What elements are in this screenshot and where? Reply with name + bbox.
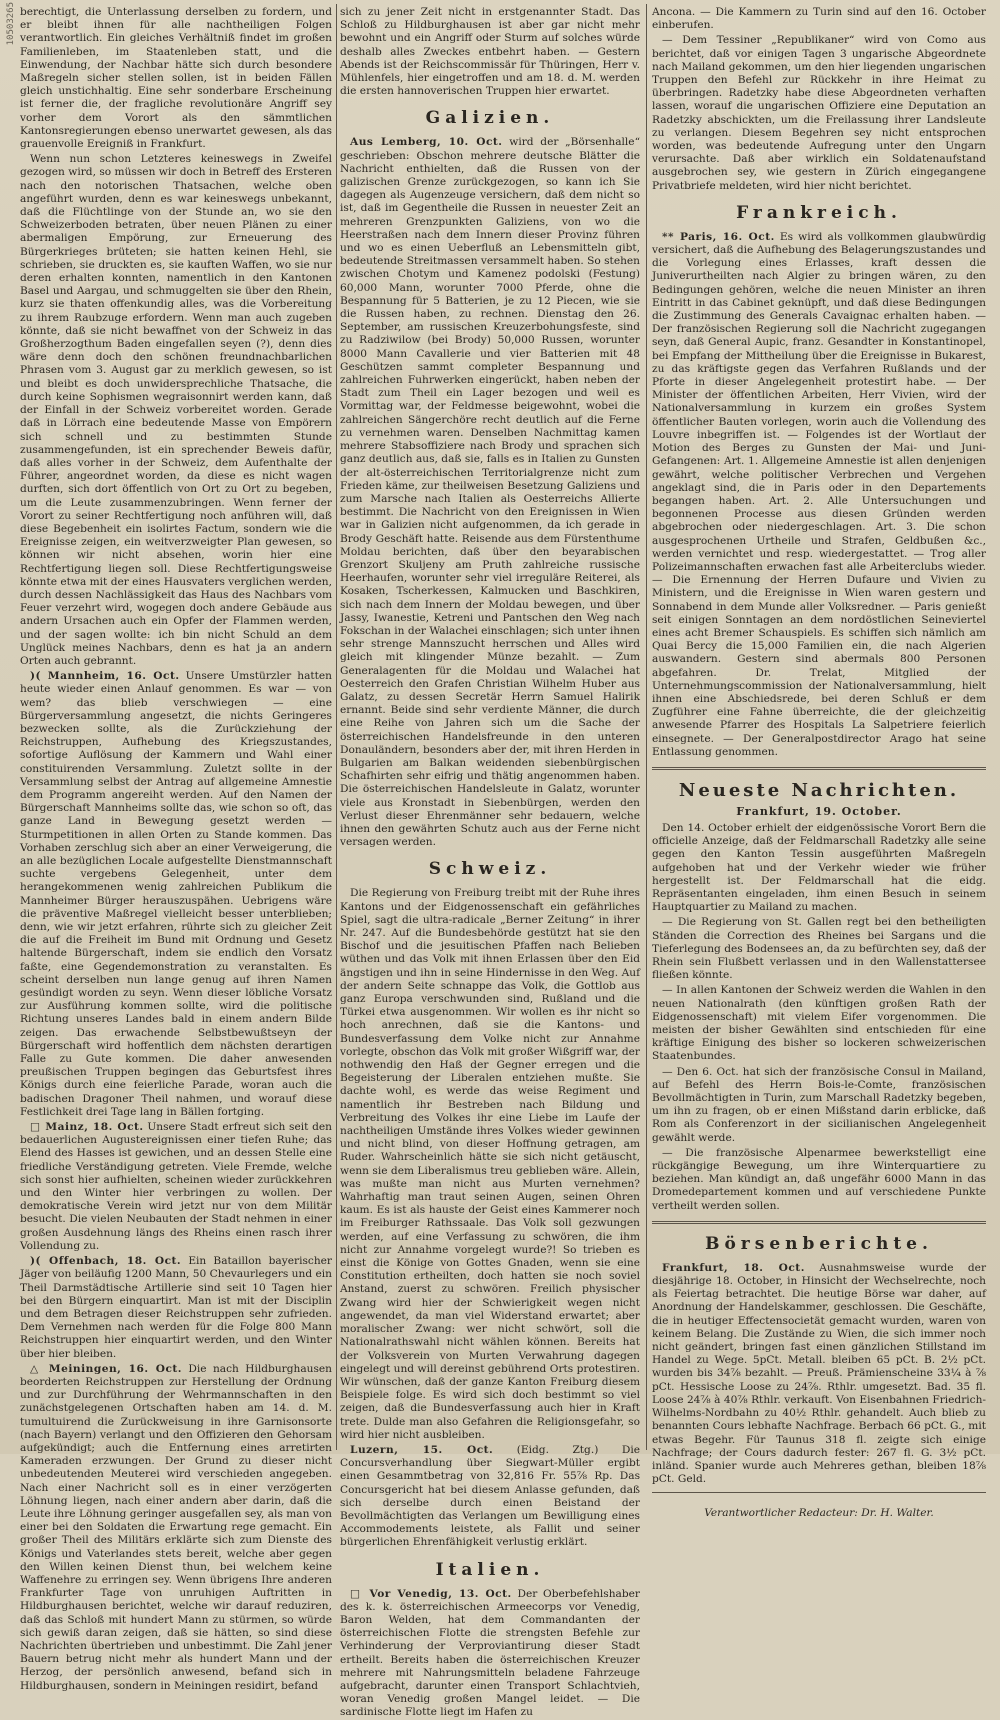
- article-alpenarmee: — Die französische Alpenarmee bewerkstelligt eine rückgängige Bewegung, um ihre Winterquartiere zu beziehen. Man kündigt an, daß ungefähr 6000 Mann in das Dromedepartement kommen und auf verschiedene Punkte vertheilt werden sollen.: [652, 1146, 986, 1212]
- column-rule-1: [336, 4, 337, 1450]
- article-text: Unsere Stadt erfreut sich seit den bedauerlichen Augustereignissen einer tiefen Ruhe; das Elend des Hasses ist gewichen, und an dessen Stelle eine friedliche Verständigung getreten. Viele Fremde, welche sich sonst hier aufhielten, scheinen wieder zurückkehren und den Winter hier verbringen zu wollen. Der demokratische Verein wird jetzt nur von dem Militär besucht. Die vielen Neubauten der Stadt nehmen in einer großen Ausdehnung längs des Rheins einen rasch ihrer Vollendung zu.: [20, 1121, 332, 1252]
- article-boerse: [652, 1262, 986, 1486]
- article-text: Der Oberbefehlshaber des k. k. österreichischen Armeecorps vor Venedig, Baron Welden, hat dem Commandanten der österreichischen Flotte die strengsten Befehle zur Verhinderung der Verproviantirung dieser Stadt ertheilt. Bereits haben die österreichischen Kreuzer mehrere mit Nahrungsmitteln beladene Fahrzeuge aufgebracht, darunter einen Transport Schlachtvieh, woran Venedig großen Mangel leidet. — Die sardinische Flotte liegt im Hafen zu: [340, 1587, 640, 1719]
- article-continuation: sich zu jener Zeit nicht in erstgenannter Stadt. Das Schloß zu Hildburghausen ist aber gar nicht mehr bewohnt und ein Angriff oder Sturm auf solches würde deshalb alles Zweckes entbehrt haben. — Gestern Abends ist der Reichscommissär für Thüringen, Herr v. Mühlenfels, hier eingetroffen und am 18. d. M. werden die ersten hannoverischen Truppen hier erwartet.: [340, 6, 640, 98]
- footer-divider: [652, 1492, 986, 1493]
- article-paris: [652, 231, 986, 759]
- section-heading-galizien: Galizien.: [425, 108, 555, 129]
- article-como: — Dem Tessiner „Republikaner“ wird von Como aus berichtet, daß vor einigen Tagen 3 ungarische Abgeordnete nach Mailand gekommen, um den hier liegenden ungarischen Truppen den Befehl zur Rückkehr in ihre Heimat zu überbringen. Radetzky habe diese Abgeordneten verhaften lassen, worauf die ungarischen Offiziere eine Deputation an Radetzky abschickten, um die Freilassung ihrer Landsleute zu verlangen. Diesem Begehren sey nicht entsprochen worden, was bedeutende Aufregung unter den Ungarn verursachte. Daß aber wirklich ein Soldatenaufstand ausgebrochen sey, wie gestern in Zürich eingegangene Privatbriefe meldeten, wird hier nicht berichtet.: [652, 34, 986, 192]
- section-heading-italien: Italien.: [435, 1559, 545, 1580]
- article-meiningen: [20, 1363, 332, 1693]
- section-heading-boersenberichte: Börsenberichte.: [705, 1233, 933, 1254]
- article-mailand: — Den 6. Oct. hat sich der französische Consul in Mailand, auf Befehl des Herrn Bois-le-Comte, französischen Bevollmächtigten in Turin, zum Marschall Radetzky begeben, um ihn zu fragen, ob er einen Mißstand darin erblicke, daß Rom als Conferenzort in der sicilianischen Angelegenheit gewählt werde.: [652, 1065, 986, 1144]
- section-divider: [652, 767, 986, 770]
- article-mainz: [20, 1121, 332, 1253]
- article-text: Die nach Hildburghausen beorderten Reichstruppen zur Herstellung der Ordnung und zur Durchführung der Wehrmannschaften in den zunächstgelegenen Ortschaften haben am 14. d. M. tumultuirend die Zurückweisung in ihre Garnisonsorte (nach Bayern) verlangt und den Offizieren den Gehorsam aufgekündigt; auch die Entfernung eines arretirten Kameraden erzwungen. Der Grund zu dieser nicht unbedeutenden Meuterei wird verschieden angegeben. Nach einer Nachricht soll es in einer verzögerten Löhnung liegen, nach einer andern aber darin, daß die Leute ihre Löhnung geringer ausgefallen sey, als man von einer bei den Soldaten die Erwartung rege gemacht. Ein großer Theil des Militärs erklärte sich zum Dienste des Königs und Vaterlandes stets bereit, welche aber gegen den Willen keinen Dienst thun, bei welchem keine Waffenehre zu erringen sey. Wenn übrigens Ihre anderen Frankfurter Tage von unruhigen Auftritten in Hildburghausen berichtet, welche wir darauf reduziren, daß das Schloß mit hundert Mann zu stürmen, so würde sich gewiß daran zeigen, daß sie hätten, so sind diese Nachrichten übertrieben und unbestimmt. Die Zahl jener Bauern betrug nicht mehr als hundert Mann und der Herzog, der persönlich anwesend, befand sich in Hildburghausen, sondern in Meiningen residirt, befand: [20, 1362, 332, 1692]
- section-heading-frankreich: Frankreich.: [736, 202, 902, 223]
- article-venedig: [340, 1588, 640, 1720]
- article-text: Ein Bataillon bayerischer Jäger von beiläufig 1200 Mann, 50 Chevaurlegers und ein Theil Darmstädtische Artillerie sind seit 10 Tagen hier bei den Bürgern einquartirt. Man ist mit der Disciplin und dem Betragen dieser Reichstruppen sehr zufrieden. Dem Vernehmen nach werden für die Folge 800 Mann Reichstruppen hier einquartirt werden, und den Winter über hier bleiben.: [20, 1255, 332, 1360]
- dateline: )( Offenbach, 18. Oct.: [30, 1255, 182, 1268]
- section-divider: [652, 1221, 986, 1224]
- archive-stamp: 10503265: [6, 2, 16, 46]
- article-nationalrath: — In allen Kantonen der Schweiz werden die Wahlen in den neuen Nationalrath (den künftigen großen Rath der Eidgenossenschaft) mit vielem Eifer vorgenommen. Die meisten der bisher Gewählten sind entschieden für eine kräftige Einigung des bisher so lockeren schweizerischen Staatenbundes.: [652, 984, 986, 1063]
- column-2: [340, 6, 640, 1719]
- dateline: Luzern, 15. Oct.: [350, 1443, 494, 1456]
- article-continuation: Ancona. — Die Kammern zu Turin sind auf den 16. October einberufen.: [652, 6, 986, 32]
- dateline: )( Mannheim, 16. Oct.: [30, 670, 180, 683]
- article-lemberg: [340, 136, 640, 849]
- dateline: □ Mainz, 18. Oct.: [30, 1121, 144, 1134]
- article-text: Es wird als vollkommen glaubwürdig versichert, daß die Aufhebung des Belagerungszustandes und die Vorlegung eines Erlasses, kraft dessen die Juniverurtheilten nach Algier zu bringen wären, zu den Bedingungen gehören, welche die neuen Minister an ihren Eintritt in das Cabinet geknüpft, und daß diese Bedingungen die Zustimmung des Generals Cavaignac erhalten haben. — Der französischen Regierung soll die Nachricht zugegangen seyn, daß General Aupic, franz. Gesandter in Konstantinopel, bei Empfang der Mittheilung über die Ereignisse in Bukarest, zu das kräftigste gegen das Verfahren Rußlands und der Pforte in dieser Angelegenheit protestirt habe. — Der Minister der öffentlichen Arbeiten, Herr Vivien, wird der Nationalversammlung in kurzem ein großes System öffentlicher Bauten vorlegen, worin auch die Vollendung des Louvre inbegriffen ist. — Folgendes ist der Wortlaut der Motion des Berges zu Gunsten der Mai- und Juni-Gefangenen: Art. 1. Allgemeine Amnestie ist allen denjenigen gewährt, welche politischer Verbrechen und Vergehen angeklagt sind, die in Paris oder in den Departements begangen haben. Art. 2. Alle Untersuchungen und begonnenen Processe aus diesen Gründen werden abgebrochen oder niedergeschlagen. Art. 3. Die schon ausgesprochenen Urtheile und Strafen, Geldbußen &c., werden vernichtet und resp. wiedergestattet. — Trog aller Polizeimannschaften erwachen fast alle Arbeiterclubs wieder. — Die Ernennung der Herren Dufaure und Vivien zu Ministern, und die Ereignisse in Wien waren gestern und Sonnabend in dem Munde aller Volksredner. — Paris genießt seit einigen Sonntagen an dem nordöstlichen Seineviertel eines acht Bremer Schauspiels. Es schiffen sich nämlich am Quai Bercy die 15,000 Familien ein, die nach Algerien auswandern. Gestern sind abermals 800 Personen abgefahren. Dr. Trelat, Mitglied der Unternehmungscommission der Nationalversammlung, hielt ihnen eine Abschiedsrede, bei deren Schluß er dem Zugführer eine Fahne überreichte, die der gleichzeitig anwesende Pfarrer des Hospitals La Salpetriere feierlich einsegnete. — Der Generalpostdirector Arago hat seine Entlassung genommen.: [652, 230, 986, 758]
- article-text: wird der „Börsenhalle“ geschrieben: Obschon mehrere deutsche Blätter die Nachricht enthielten, daß die Russen von der galizischen Grenze zurückgezogen, so kann ich Sie dagegen als Augenzeuge versichern, daß dem nicht so ist, daß im Gegentheile die Russen in neuester Zeit an mehreren Grenzpunkten Galiziens, von wo die Heerstraßen nach dem Innern dieser Provinz führen und wo es einen Ueberfluß an Lebensmitteln gibt, bedeutende Streitmassen versammelt haben. So stehen zwischen Chotym und Kamenez podolski (Festung) 60,000 Mann, worunter 7000 Pferde, ohne die Bespannung für 5 Batterien, je zu 12 Piecen, wie sie die Russen haben, zu rechnen. Dienstag den 26. September, am russischen Kreuzerbohungsfeste, sind zu Radziwilow (bei Brody) 50,000 Russen, worunter 8000 Mann Cavallerie und vier Batterien mit 48 Geschützen sammt completer Bespannung und zahlreichen Fuhrwerken eingerückt, haben neben der Stadt zum Theil ein Lager bezogen und weil es Vormittag war, der Feldmesse beigewohnt, wobei die zahlreichen Sängerchöre recht deutlich auf die Ferne zu vernehmen waren. Denselben Nachmittag kamen mehrere Stabsoffiziere nach Brody und sprachen sich ganz deutlich aus, daß sie, falls es in Italien zu Gunsten der alt-österreichischen Territorialgrenze nicht zum Frieden käme, zur theilweisen Besetzung Galiziens und zum Marsche nach Italien als Oesterreichs Allierte bestimmt. Die Nachricht von den Ereignissen in Wien war in Galizien nicht aufgenommen, da ich gerade in Brody Geschäft hatte. Reisende aus dem Fürstenthume Moldau berichten, daß über den beyarabischen Grenzort Skuljeny am Pruth zahlreiche russische Heerhaufen, worunter sehr viel irreguläre Reiterei, als Kosaken, Tscherkessen, Kalmucken und Baschkiren, sich nach dem Innern der Moldau bewegen, und über Jassy, Iwanestie, Ketreni und Pantschen den Weg nach Fokschan in der Walachei einschlagen; sich unter ihnen sehr strenge Mannszucht herrschen und Alles wird gleich mit klingender Münze bezahlt. — Zum Generalagenten für die Moldau und Walachei hat Oesterreich den Grafen Christian Wilhelm Huber aus Galatz, zu dessen Secretär Herrn Samuel Halirik ernannt. Beide sind sehr verdiente Männer, die durch eine Reihe von Jahren sich um die Sache der österreichischen Handelsfreunde in den unteren Donauländern, besonders aber der, mit ihren Herden in Bulgarien am Balkan weidenden siebenbürgischen Schafhirten sehr eifrig und thätig angenommen haben. Die österreichischen Handelsleute in Galatz, worunter viele aus Kronstadt in Siebenbürgen, werden den Verlust dieser Ehrenmänner sehr bedauern, welche ihnen den gewährten Schutz auch aus der Ferne nicht versagen werden.: [340, 136, 640, 849]
- dateline: Frankfurt, 18. Oct.: [662, 1261, 805, 1274]
- article-freiburg: Die Regierung von Freiburg treibt mit der Ruhe ihres Kantons und der Eidgenossenschaft ein gefährliches Spiel, sagt die ultra-radicale „Berner Zeitung“ in ihrer Nr. 247. Auf die Bundesbehörde gestützt hat sie den Bischof und die jesuitischen Pfaffen nach Belieben wüthen und das Volk mit ihnen Erlassen über den Eid ängstigen und ihn in seine Hindernisse in den Weg. Auf der andern Seite schnappe das Volk, die Gottlob aus ganz Europa verschwunden sind, Rußland und die Türkei etwa ausgenommen. Wir wollen es ihr nicht so hoch anrechnen, daß sie die Kantons- und Bundesverfassung dem Volke nicht zur Annahme vorlegte, obschon das Volk mit großer Wißgriff war, der nothwendig den Haß der Gegner erregen und die Begeisterung der Liberalen entziehen mußte. Sie dachte wohl, es werde das weise Regiment und namentlich ihr Bestreben nach Bildung und Verbreitung des Volkes ihr eine Liebe im Laufe der nachtheiligen Umstände ihres Volkes wieder gewinnen und nicht blind, von dieser Hoffnung getragen, am Ruder. Wahrscheinlich hätte sie sich nicht getäuscht, wenn sie dem Liberalismus treu geblieben wäre. Allein, was mußte man nicht aus Murten vernehmen? Wahrhaftig man traut seinen Augen, seinen Ohren kaum. Es ist als hauste der Geist eines Kammerer noch im Freiburger Rathssaale. Das Volk soll gezwungen werden, auf eine Verfassung zu schwören, die ihm nicht zur Annahme vorgelegt wurde?! So trieben es einst die Könige von Gottes Gnaden, wenn sie eine Constitution ertheilten, doch hatten sie noch soviel Anstand, zuerst zu schwören. Freilich physischer Zwang wird hier der Schwierigkeit wegen nicht angewendet, da man viel Widerstand erwartet; aber moralischer Zwang: wer nicht schwört, soll die Nationalrathswahl nicht wählen können. Bereits hat der Volksverein von Murten Verwahrung dagegen eingelegt und will dereinst gebührend Orts protestiren. Wir wünschen, daß der ganze Kanton Freiburg diesem Beispiele folge. Es wird sich doch bestimmt so viel zeigen, daß die Bundesverfassung auch hier in Kraft trete. Dulde man also Gefahren die Religionsgefahr, so wird hier nicht ausbleiben.: [340, 887, 640, 1441]
- section-date: Frankfurt, 19. October.: [736, 804, 902, 818]
- article-paragraph: Wenn nun schon Letzteres keineswegs in Zweifel gezogen wird, so müssen wir doch in Betreff des Ersteren nach den notorischen Thatsachen, welche oben angeführt wurden, denn es war keineswegs unbekannt, daß die Flüchtlinge von der Stunde an, wo sie den Schweizerboden betraten, über neuen Plänen zu einer abermaligen Empörung, zur Erneuerung des Bürgerkrieges brüteten; sie hatten keinen Hehl, sie schrieben, sie druckten es, sie kauften Waffen, wo sie nur deren erhalten konnten, namentlich in den Kantonen Basel und Aargau, und schmuggelten sie über den Rhein, kurz sie thaten offenkundig alles, was die Vorbereitung zu ihrem Raubzuge erfordern. Wenn man auch zugeben könnte, daß sie nicht bewaffnet von der Schweiz in das Großherzogthum Baden eingefallen seyen (?), denn dies wäre denn doch den schönen freundnachbarlichen Phrasen vom 3. August gar zu merklich gewesen, so ist und bleibt es doch unwidersprechliche Thatsache, die durch keine Sophismen wegraisonnirt werden kann, daß der Einfall in der Schweiz vorbereitet worden. Gerade daß in Lörrach eine bedeutende Masse von Empörern sich schnell und zu bestimmten Stunde zusammengefunden, ist ein sprechender Beweis dafür, daß alles vorher in der Schweiz, dem Aufenthalte der Führer, angeordnet worden, da diese es nicht wagen durften, sich dort öffentlich von Ort zu Ort zu begeben, um die Leute zusammenzubringen. Wenn ferner der Vorort zu seiner Rechtfertigung noch anführen will, daß diese Begebenheit ein isolirtes Factum, sondern wie die Ereignisse zeigen, ein weitverzweigter Plan gewesen, so können wir nicht absehen, worin hier eine Rechtfertigung liegen soll. Diese Rechtfertigungsweise könnte etwa mit der eines Hausvaters verglichen werden, durch dessen Nachlässigkeit das Haus des Nachbars vom Feuer verzehrt wird, wogegen doch andere Gebäude aus andern Ursachen auch ein Opfer der Flammen werden, und der sagen wollte: ich bin nicht Schuld an dem Unglück meines Nachbars, denn es hat ja an andern Orten auch gebrannt.: [20, 153, 332, 667]
- article-text: (Eidg. Ztg.) Die Concursverhandlung über Siegwart-Müller ergibt einen Gesammtbetrag von 32,816 Fr. 55⅞ Rp. Das Concursgericht hat bei diesem Anlasse gefunden, daß sich derselbe durch einen Beistand der Bevollmächtigten das Verlangen um Bewilligung eines Accommodements leistete, als Fallit und seiner bürgerlichen Ehrenfähigkeit verlustig erklärt.: [340, 1443, 640, 1549]
- dateline: □ Vor Venedig, 13. Oct.: [350, 1587, 512, 1600]
- responsible-editor: Verantwortlicher Redacteur: Dr. H. Walter.: [704, 1507, 934, 1520]
- article-luzern: [340, 1444, 640, 1550]
- article-bern: Den 14. October erhielt der eidgenössische Vorort Bern die officielle Anzeige, daß der Feldmarschall Radetzky alle seine gegen den Kanton Tessin ausgeführten Maßregeln aufgehoben hat und der Verkehr wieder wie früher hergestellt ist. Der Feldmarschall hat die eidg. Repräsentanten eingeladen, ihm einen Besuch in seinem Hauptquartier zu Mailand zu machen.: [652, 821, 986, 914]
- article-offenbach: [20, 1255, 332, 1361]
- article-st-gallen: — Die Regierung von St. Gallen regt bei den betheiligten Ständen die Correction des Rheines bei Sargans und die Tieferlegung des Bodensees an, da zu befürchten sey, daß der Rhein sein Flußbett verlassen und in den Wallenstattersee fließen könnte.: [652, 916, 986, 982]
- section-heading-schweiz: Schweiz.: [428, 859, 552, 880]
- column-1: [20, 6, 332, 1692]
- dateline: ** Paris, 16. Oct.: [662, 230, 775, 243]
- section-heading-neueste-nachrichten: Neueste Nachrichten.: [678, 779, 960, 801]
- dateline: △ Meiningen, 16. Oct.: [30, 1362, 182, 1375]
- article-mannheim: [20, 670, 332, 1119]
- column-3: [652, 6, 987, 1520]
- dateline: Aus Lemberg, 10. Oct.: [350, 136, 503, 149]
- column-rule-2: [646, 4, 647, 1450]
- article-text: Ausnahmsweise wurde der diesjährige 18. October, in Hinsicht der Wechselrechte, noch als Feiertag betrachtet. Die heutige Börse war daher, auf Anordnung der Handelskammer, geschlossen. Die Geschäfte, die in heutiger Effectensocietät gemacht wurden, waren von keinem Belang. Die Zustände zu Wien, die sich immer noch nicht geändert, bringen fast einen gänzlichen Stillstand im Handel zu Wege. 5pCt. Metall. bleiben 65 pCt. B. 2½ pCt. wurden bis 34⅞ bezahlt. — Preuß. Prämienscheine 33¼ à ⅞ pCt. Hessische Loose zu 24⅞. Rthlr. umgesetzt. Bad. 35 fl. Loose 24⅞ à 40⅞ Rthlr. verkauft. Von Eisenbahnen Friedrich-Wilhelms-Nordbahn zu 40½ Rthlr. gehandelt. Auch blieb zu benannten Cours lebhafte Nachfrage. Berbach 66 pCt. G., mit etwas Begehr. Für Taunus 318 fl. zeigte sich einige Nachfrage; der Cours dadurch fester: 267 fl. G. 3½ pCt. inländ. Spanier wurde auch Mehreres gethan, bleiben 18⅞ pCt. Geld.: [652, 1261, 987, 1486]
- article-text: Unsere Umstürzler hatten heute wieder einen Anlauf genommen. Es war — von wem? das blieb verschwiegen — eine Bürgerversammlung angesetzt, die nichts Geringeres bezwecken sollte, als die Zurückziehung der Reichstruppen, Aufhebung des Kriegszustandes, sofortige Auflösung der Kammern und Wahl einer constituirenden Versammlung. Zuletzt sollte in der Versammlung selbst der Antrag auf allgemeine Amnestie dem Programm angereiht werden. Auf den Namen der Bürgerschaft Mannheims sollte das, wie schon so oft, das ganze Land in Bewegung gesetzt werden — Sturmpetitionen in allen Orten zu Stande kommen. Das Vorhaben zerschlug sich aber an einer Verweigerung, die an alle bezüglichen Locale aufgestellte Dienstmannschaft suchte vergebens Gelegenheit, unter dem herangekommenen wenig zahlreichen Publikum die Mannheimer Bürger herauszuspähen. Uebrigens wäre die präventive Maßregel vielleicht besser unterblieben; denn, wie wir jetzt erfahren, rührte sich zu gleicher Zeit die auf die Freiheit im Bund mit Ordnung und Gesetz haltende Bürgerschaft, indem sie endlich den Vorsatz faßte, eine Gegendemonstration zu veranstalten. Es scheint derselben nun lange genug auf ihren Namen gesündigt worden zu seyn. Wenn dieser löbliche Vorsatz zur Ausführung kommen sollte, wird die politische Richtung unseres Landes bald in einem andern Bilde zeigen. Das erwachende Selbstbewußtseyn der Bürgerschaft wird hoffentlich dem nächsten derartigen Falle zu Gute kommen. Die daher anwesenden preußischen Truppen begingen das Geburtsfest ihres Königs durch eine feierliche Parade, woran auch die badischen Dragoner Theil nahmen, und worauf diese Festlichkeit drei Tage lang in Bällen fortging.: [20, 670, 332, 1118]
- article-continuation: berechtigt, die Unterlassung derselben zu fordern, und er bleibt ihnen für alle nachtheiligen Folgen verantwortlich. Ein gleiches Verhältniß findet im großen Familienleben, im Staatenleben statt, und die Einwendung, der Nachbar hätte sich durch besondere Maßregeln sicher stellen sollen, ist in beiden Fällen gleich unstichhaltig. Eine sehr sonderbare Erscheinung ist ferner die, der fragliche revolutionäre Angriff sey vorher dem Vorort als den sämmtlichen Kantonsregierungen ebenso unerwartet gewesen, als das grauenvolle Ereigniß in Frankfurt.: [20, 6, 332, 151]
